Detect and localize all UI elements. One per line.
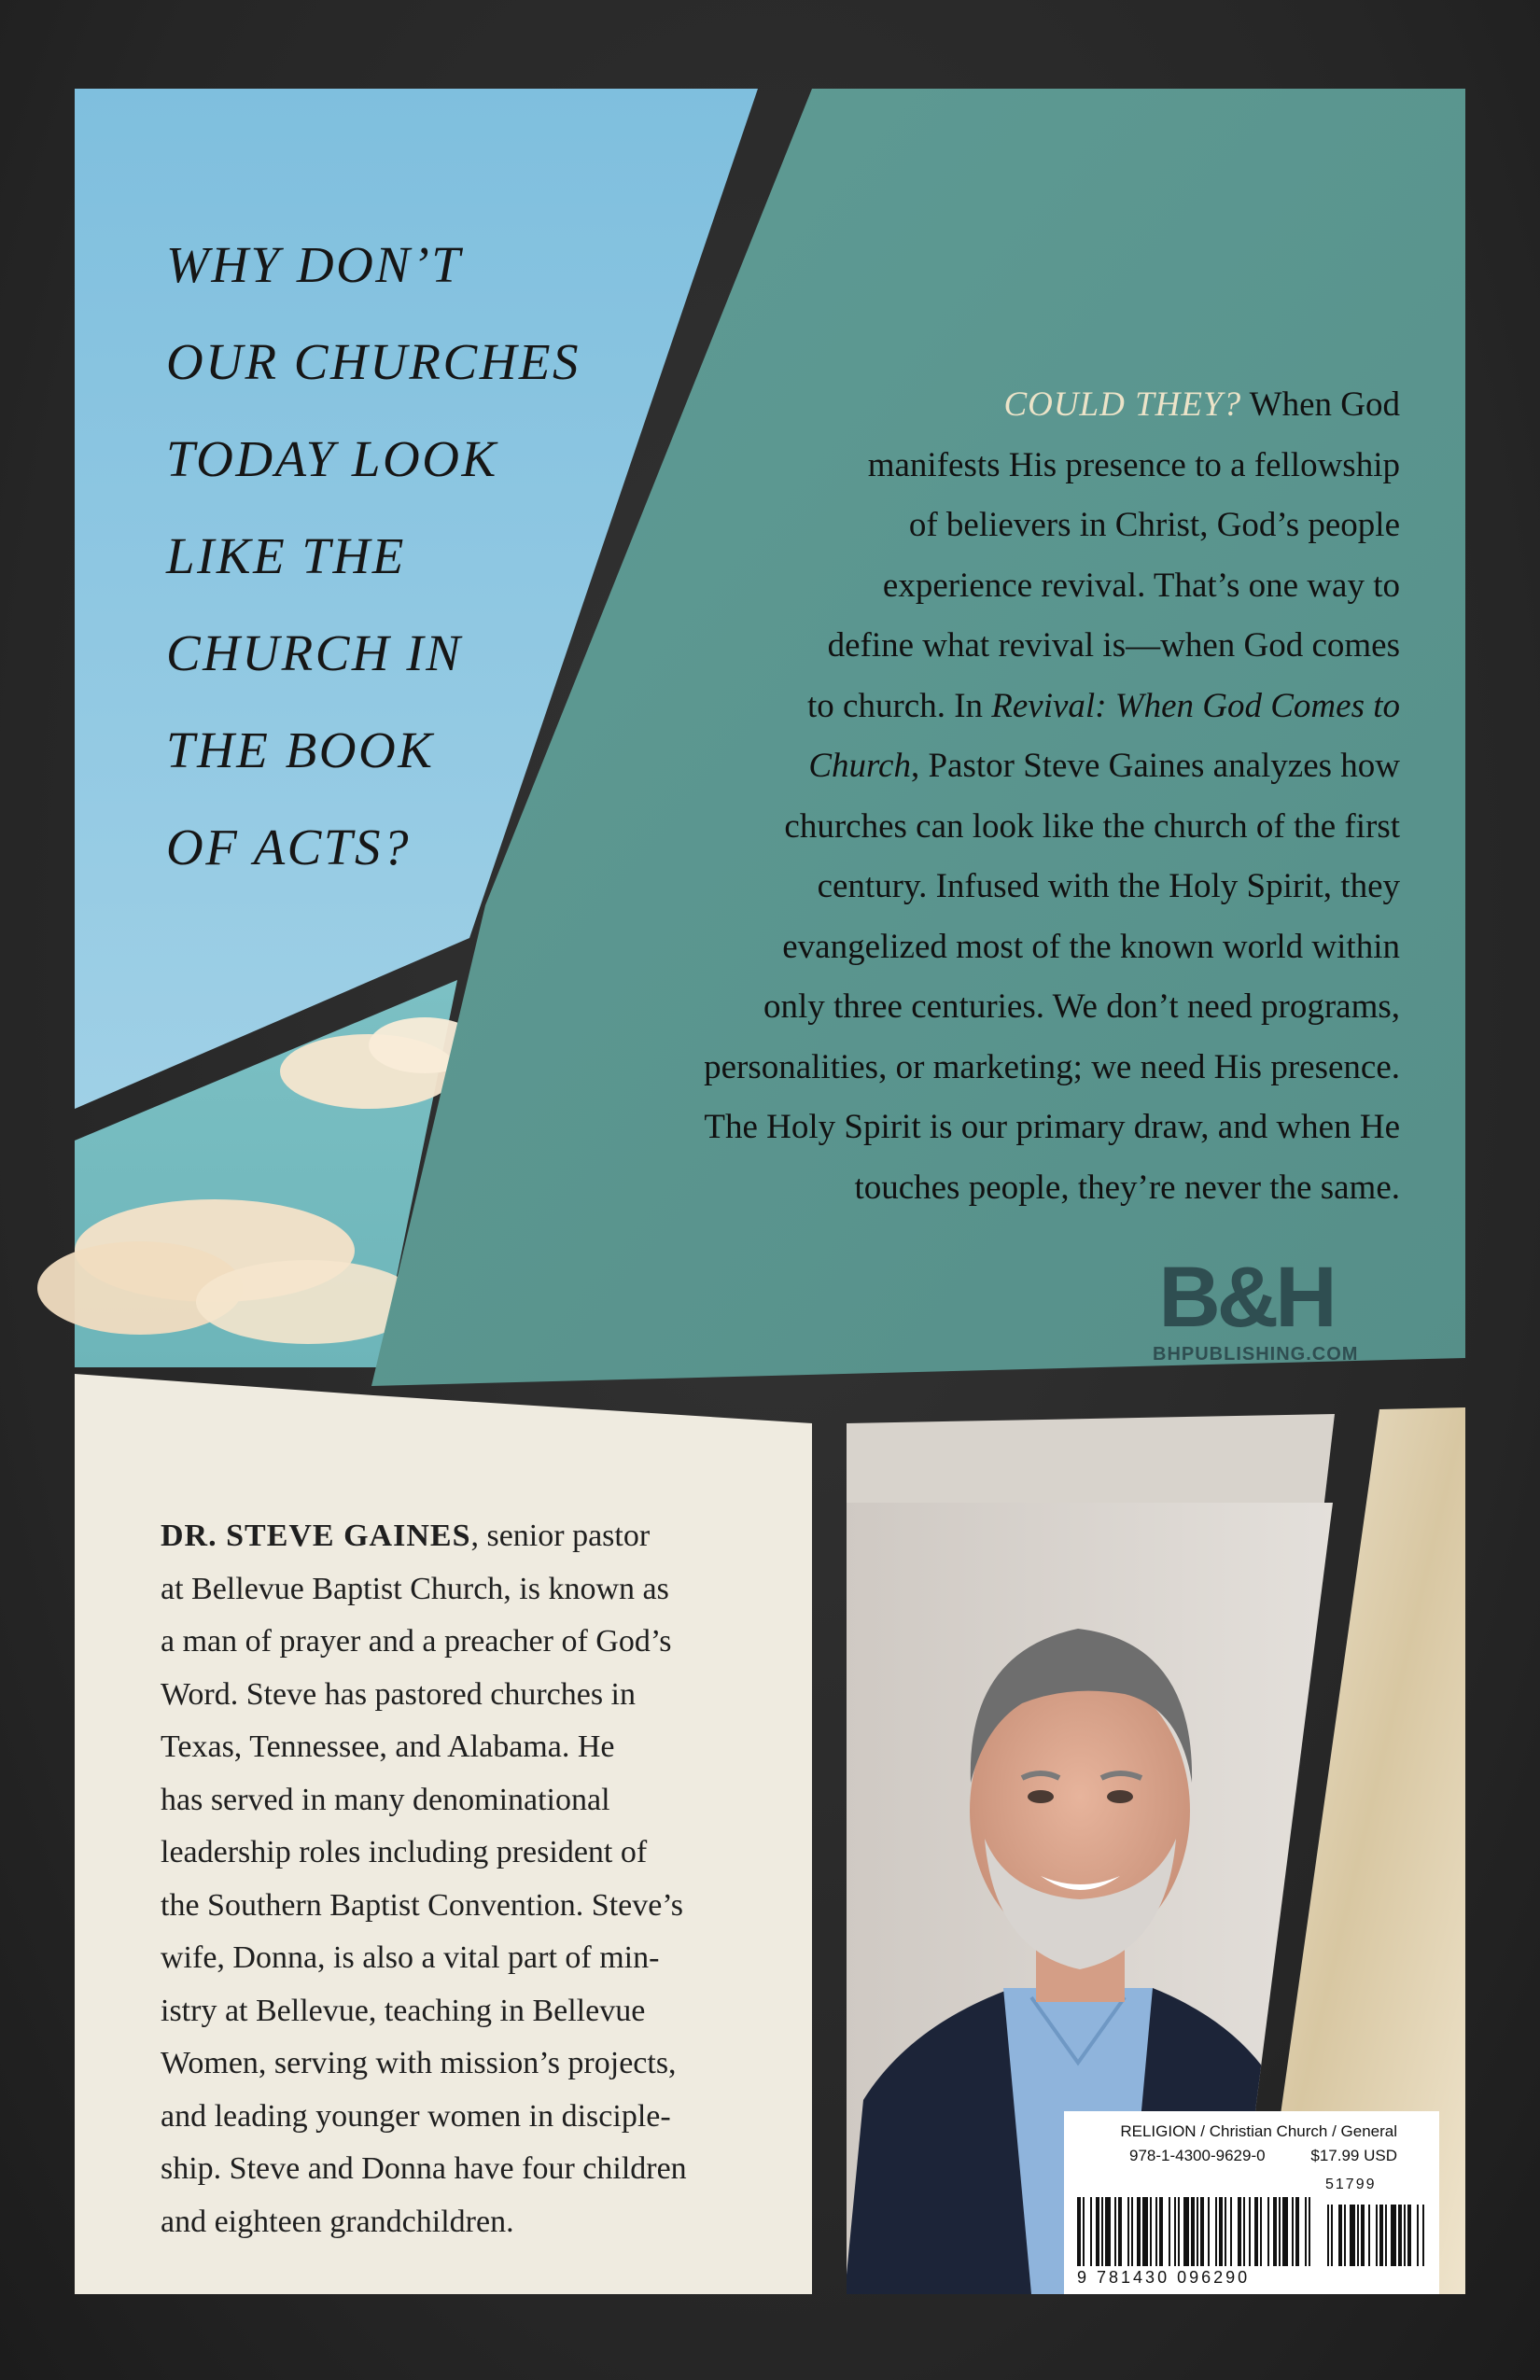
description-line: of believers in Christ, God’s people xyxy=(908,506,1400,544)
headline-line: THE BOOK xyxy=(166,721,435,778)
addon-bar xyxy=(1361,2205,1365,2266)
description-line: define what revival is—when God comes xyxy=(827,626,1400,665)
description-line: Church, Pastor Steve Gaines analyzes how xyxy=(808,747,1400,785)
barcode-bar xyxy=(1292,2197,1294,2266)
barcode-bar xyxy=(1083,2197,1085,2266)
barcode-bar xyxy=(1155,2197,1157,2266)
description-line: personalities, or marketing; we need His presence. xyxy=(704,1047,1400,1086)
addon-bar xyxy=(1344,2205,1346,2266)
addon-bar xyxy=(1404,2205,1406,2266)
barcode-bar xyxy=(1114,2197,1116,2266)
addon-bar xyxy=(1357,2205,1359,2266)
barcode-bar xyxy=(1090,2197,1092,2266)
addon-bar xyxy=(1368,2205,1370,2266)
barcode-bar xyxy=(1169,2197,1170,2266)
barcode-bar xyxy=(1127,2197,1129,2266)
barcode-bar xyxy=(1150,2197,1152,2266)
author-name: DR. STEVE GAINES xyxy=(161,1519,471,1553)
bio-line: a man of prayer and a preacher of God’s xyxy=(161,1624,672,1659)
barcode-bar xyxy=(1118,2197,1122,2266)
barcode-bar xyxy=(1101,2197,1103,2266)
bio-line: has served in many denominational xyxy=(161,1782,610,1817)
headline-line: CHURCH IN xyxy=(166,624,463,681)
barcode-label xyxy=(1064,2111,1439,2294)
bio-line: Word. Steve has pastored churches in xyxy=(161,1676,637,1712)
barcode-bar xyxy=(1077,2197,1081,2266)
bio-line: DR. STEVE GAINES, senior pastor xyxy=(161,1519,651,1553)
barcode-bar xyxy=(1183,2197,1189,2266)
bio-line: and eighteen grandchildren. xyxy=(161,2204,514,2239)
barcode-bar xyxy=(1279,2197,1281,2266)
price-text: $17.99 USD xyxy=(1310,2147,1397,2164)
barcode-bar xyxy=(1260,2197,1262,2266)
bio-line: and leading younger women in disciple- xyxy=(161,2098,671,2134)
addon-bar xyxy=(1376,2205,1378,2266)
book-title: Church xyxy=(808,747,911,785)
description-line: churches can look like the church of the first xyxy=(784,806,1400,846)
addon-bar xyxy=(1338,2205,1342,2266)
barcode-bar xyxy=(1096,2197,1099,2266)
addon-bar xyxy=(1407,2205,1411,2266)
publisher-mark: B&H xyxy=(1158,1250,1334,1345)
barcode-bar xyxy=(1305,2197,1307,2266)
price-addon-digits: 51799 xyxy=(1325,2177,1377,2192)
barcode-bar xyxy=(1197,2197,1198,2266)
bio-line: Texas, Tennessee, and Alabama. He xyxy=(161,1729,615,1764)
barcode-bar xyxy=(1295,2197,1299,2266)
headline-line: WHY DON’T xyxy=(166,236,463,293)
barcode-bar xyxy=(1225,2197,1226,2266)
description-line: to church. In Revival: When God Comes to xyxy=(807,686,1400,725)
barcode-bar xyxy=(1159,2197,1163,2266)
barcode-bar xyxy=(1309,2197,1310,2266)
description-line: evangelized most of the known world within xyxy=(782,927,1400,966)
addon-bar xyxy=(1398,2205,1402,2266)
bio-line: at Bellevue Baptist Church, is known as xyxy=(161,1571,669,1606)
description-line: only three centuries. We don’t need programs, xyxy=(763,987,1400,1026)
addon-bar xyxy=(1331,2205,1333,2266)
barcode-bar xyxy=(1273,2197,1277,2266)
addon-bar xyxy=(1417,2205,1419,2266)
bisac-category: RELIGION / Christian Church / General xyxy=(1120,2122,1397,2140)
description-line: touches people, they’re never the same. xyxy=(854,1168,1400,1207)
addon-bar xyxy=(1350,2205,1355,2266)
barcode-bar xyxy=(1267,2197,1269,2266)
description-line: manifests His presence to a fellowship xyxy=(867,445,1400,484)
addon-bar xyxy=(1391,2205,1396,2266)
barcode-bar xyxy=(1254,2197,1258,2266)
description-lead: COULD THEY? xyxy=(1003,385,1242,424)
barcode-bar xyxy=(1142,2197,1148,2266)
barcode-bar xyxy=(1178,2197,1180,2266)
author-bio xyxy=(161,1510,777,2248)
barcode-bar xyxy=(1208,2197,1210,2266)
addon-bar xyxy=(1379,2205,1383,2266)
barcode-bar xyxy=(1282,2197,1288,2266)
barcode-digits: 9 781430 096290 xyxy=(1077,2268,1251,2287)
barcode-bar xyxy=(1230,2197,1232,2266)
barcode-bar xyxy=(1137,2197,1141,2266)
book-title: Revival: When God Comes to xyxy=(991,686,1400,725)
barcode-bar xyxy=(1238,2197,1241,2266)
bio-line: istry at Bellevue, teaching in Bellevue xyxy=(161,1993,646,2028)
headline-line: LIKE THE xyxy=(166,527,406,584)
bio-line: leadership roles including president of xyxy=(161,1835,648,1869)
book-description xyxy=(523,375,1400,1218)
barcode-bar xyxy=(1215,2197,1217,2266)
barcode-bar xyxy=(1249,2197,1251,2266)
barcode-bar xyxy=(1200,2197,1204,2266)
addon-bar xyxy=(1422,2205,1424,2266)
barcode-bar xyxy=(1219,2197,1223,2266)
barcode-bars xyxy=(1077,2197,1428,2268)
publisher-website: BHPUBLISHING.COM xyxy=(1153,1344,1359,1365)
addon-bar xyxy=(1385,2205,1387,2266)
bio-line: Women, serving with mission’s projects, xyxy=(161,2046,677,2080)
bio-line: ship. Steve and Donna have four children xyxy=(161,2151,687,2186)
barcode-bar xyxy=(1105,2197,1111,2266)
barcode-bar xyxy=(1243,2197,1245,2266)
description-line: COULD THEY? When God xyxy=(1003,385,1400,424)
bio-line: the Southern Baptist Convention. Steve’s xyxy=(161,1887,684,1923)
description-line: experience revival. That’s one way to xyxy=(882,566,1400,605)
headline-line: TODAY LOOK xyxy=(166,430,498,487)
headline-line: OUR CHURCHES xyxy=(166,333,581,390)
headline-line: OF ACTS? xyxy=(166,819,411,875)
addon-bar xyxy=(1327,2205,1329,2266)
description-line: The Holy Spirit is our primary draw, and when He xyxy=(704,1108,1400,1146)
description-line: century. Infused with the Holy Spirit, they xyxy=(817,867,1400,905)
barcode-bar xyxy=(1191,2197,1195,2266)
barcode-bar xyxy=(1131,2197,1133,2266)
bio-line: wife, Donna, is also a vital part of min- xyxy=(161,1940,660,1975)
isbn-text: 978-1-4300-9629-0 xyxy=(1129,2147,1266,2164)
barcode-bar xyxy=(1174,2197,1176,2266)
publisher-logo xyxy=(1153,1250,1359,1365)
